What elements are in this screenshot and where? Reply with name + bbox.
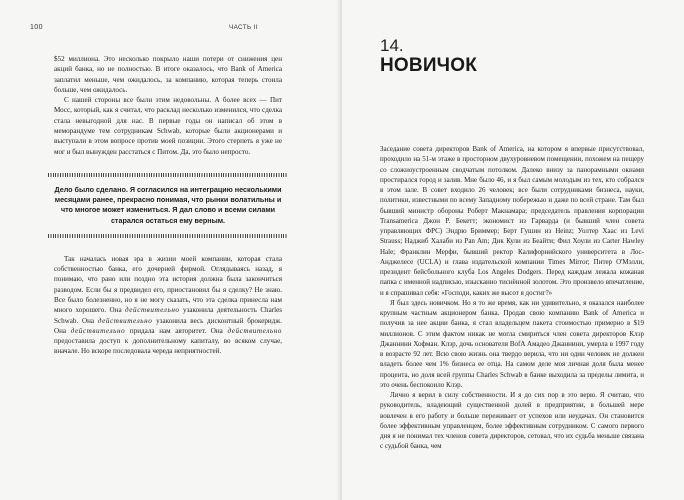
page-number: 100 — [30, 24, 43, 31]
paragraph-text: узаконила весь дисконтный брокеридж. Она — [54, 316, 282, 335]
paragraph-text: придала нам авторитет. Она — [125, 326, 228, 335]
emphasis: действительно — [70, 326, 126, 335]
chapter-number: 14. — [380, 36, 404, 55]
chapter-title: НОВИЧОК — [380, 55, 478, 76]
paragraph: Заседание совета директоров Bank of America, на котором я впервые присутствовал, проходило на 51-м этаже в просторном двухуровневом помещении, похожем на пещеру со сложноустроенным сводчатым потолком. Далеко внизу за панорамными окнами простирался город и залив. Мне было 46, и я был самым молодым из тех, кто собрался в этом зале. В совет входило 26 человек; все были сотрудниками бизнеса, науки, политики, известными по всему Западному побережью и даже по всей стране. Там был бывший министр обороны Роберт Макнамара; председатель правления корпорации Transamerica Джон Р. Бекетт; экономист из Гарварда (и бывший член совета управляющих ФРС) Эндрю Бриммер; Берт Гушин из Heinz; Уолтер Хаас из Levi Strauss; Наджиб Халаби из Pan Am; Дик Кули из Беайти; Фил Хоули из Carter Hawley Hale; Франклин Мерфи, бывший ректор Калифорнийского университета в Лос-Анджелесе (UCLA) и глава издательской компании Times Mirror; Питер О'Мэлли, президент бейсбольного клуба Los Angeles Dodgers. Перед каждым лежала кожаная папка с именной надписью, изысканно тиснённой золотом. Это произвело впечатление, и я спрашивал себя: «Господи, каких же высот я достиг?» — [380, 145, 644, 297]
emphasis: действительно — [125, 306, 180, 315]
paragraph-text: Так началась новая эра в жизни моей компании, которая стала собственностью банка, его дочерней фирмой. Оглядываясь назад, я понимаю, что рано или поздно эта история должна была закончиться разводом. Если бы я предвидел его, приостановил бы я сделку? Не знаю. Все было болезненно, но я не могу сказать, что эта сделка принесла нам много хорошего. Она — [54, 254, 282, 315]
paragraph: Лично я верил в силу собственности. И я до сих пор в это верю. Я считаю, что руководитель, владеющий существенной долей в предприятии, в большей мере вовлечен в его работу и больше переживает от успехов или неудачах. Он становится более эффективным управленцем, более эффективным сотрудником. С самого первого дня я не понимал тех членов совета директоров, сетовал, что их судьба меньше связана с судьбой банка, чем — [380, 391, 644, 451]
right-page — [342, 0, 684, 500]
paragraph-text: узаконила деятельность Charles Schwab. Она — [54, 306, 282, 325]
left-text-block — [54, 54, 282, 357]
emphasis: действительно — [227, 326, 283, 335]
part-label: ЧАСТЬ II — [228, 24, 258, 31]
right-text-block — [380, 144, 644, 452]
running-head — [30, 24, 258, 31]
paragraph: С нашей стороны все были этим недовольны. А более всех — Пит Мосс, который, как я считал, что расклад несколько изменился, что сделка стала невыгодной для нас. В первые годы он написал об этом в меморандуме тем сотрудникам Schwab, которые были акционерами и выступали в этом вопросе против моей позиции. Этого стерпеть я уже не мог и был вынужден расстаться с Питом. Да, это было непросто. — [54, 96, 282, 156]
pull-quote-bottom-rule — [48, 234, 288, 238]
paragraph: Я был здесь новичком. Но я то же время, как ни удивительно, я оказался наиболее крупным частным акционером банка. Продав свою компанию Bank of America и получив за нее акции банка, я стал владельцем пакета стоимостью примерно в $19 миллионов. С этим фактом никак не могла смириться член совета директоров Клэр Джаннини Хофман. Клэр, дочь основателя BofA Амадео Джаннини, умерла в 1997 году в возрасте 92 лет. Всю свою жизнь она твердо верила, что ни один человек не должен владеть более чем 1% бизнеса ее отца. На самом деле моя личная доля была менее процента, но доля всей группы Charles Schwab в банке выходила за пределы лимита, и это очень беспокоило Клэр. — [380, 298, 644, 389]
pull-quote-box — [48, 173, 288, 238]
paragraph: $52 миллиона. Это несколько покрыло наши потери от снижения цен акций банка, но не полностью. В итоге оказалось, что Bank of America заплатил меньше, чем ожидалось, за компанию, которая теперь стоила больше, чем ожидалось. — [54, 55, 282, 94]
pull-quote-top-rule — [48, 173, 288, 177]
paragraph-text: предоставила доступ к дополнительному капиталу, во всяком случае, вначале. Но вскоре последовала череда неприятностей. — [54, 337, 282, 356]
pull-quote: Дело было сделано. Я согласился на интеграцию несколькими месяцами ранее, прекрасно понимая, что рынки волатильны и что многое может измениться. Я дал слово и всеми силами старался остаться ему верным. — [54, 184, 282, 225]
emphasis: действительно — [97, 316, 153, 325]
paragraph — [54, 254, 282, 357]
